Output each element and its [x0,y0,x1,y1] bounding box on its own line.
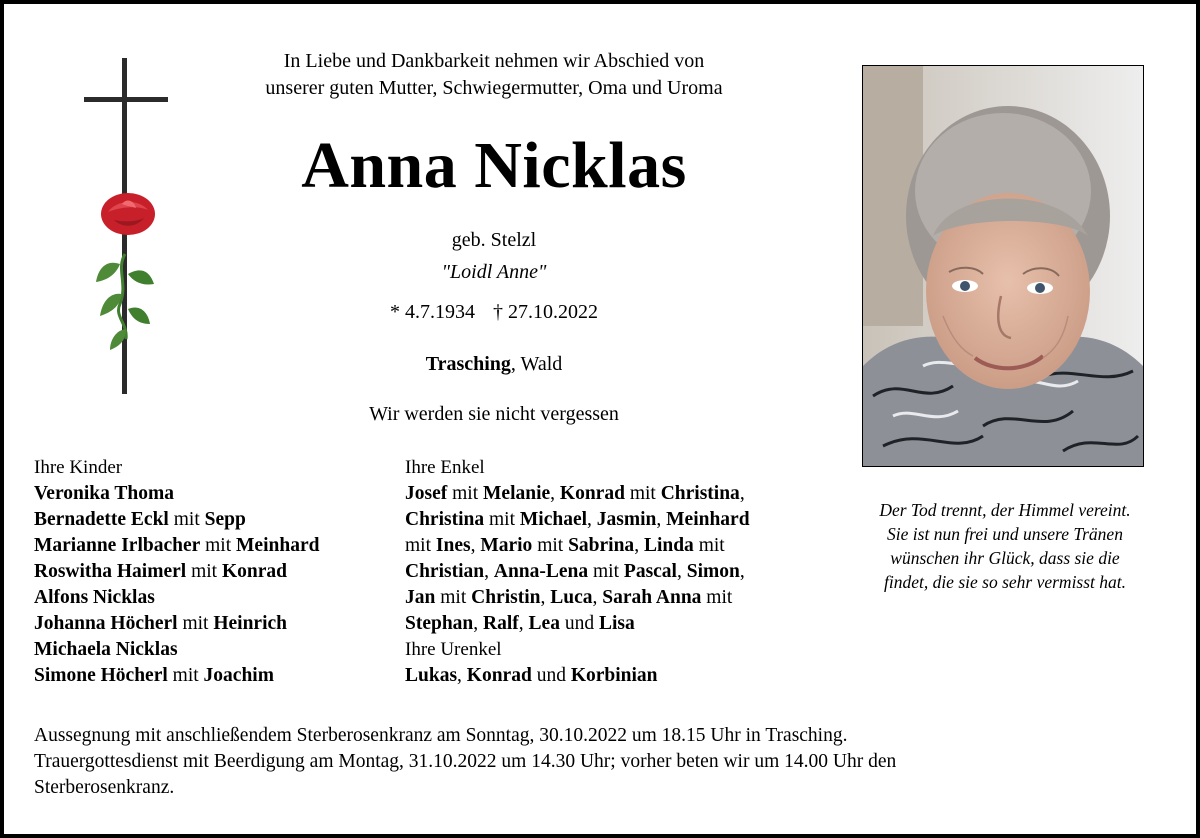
list-item [34,533,394,559]
list-item [34,481,394,507]
intro-line-1: In Liebe und Dankbarkeit nehmen wir Abschied von [283,50,705,72]
not-forget-text: Wir werden sie nicht vergessen [369,403,619,425]
person-name: Sabrina [568,535,635,556]
connector-text: , [587,509,597,530]
connector-text: mit [186,561,222,582]
connector-text: , [470,535,481,556]
connector-text: und [531,665,571,686]
person-name: Konrad [466,665,532,686]
connector-text: , [676,561,687,582]
person-name: Christina [405,509,485,530]
place-main: Trasching [425,353,511,375]
connector-text: , [592,587,603,608]
list-item [405,559,825,585]
connector-text: mit [484,509,520,530]
person-name: Mario [480,535,533,556]
list-item [405,507,825,533]
connector-text: mit [167,665,204,686]
children-list [34,481,394,689]
list-item [405,533,825,559]
quote-text [846,498,1164,594]
connector-text: mit [177,613,214,634]
person-name: Michaela Nicklas [34,639,178,660]
person-name: Linda [643,535,694,556]
person-name: Joachim [203,665,274,686]
person-name: Christian [405,561,485,582]
person-name: Heinrich [213,613,287,634]
list-item [405,585,825,611]
connector-text: mit [447,483,484,504]
connector-text: und [559,613,599,634]
person-name: Christina [660,483,740,504]
list-item [34,637,394,663]
person-name: Christin [471,587,541,608]
person-name: Lea [528,613,560,634]
person-name: Bernadette Eckl [34,509,169,530]
person-name: Veronika Thoma [34,483,174,504]
connector-text: mit [701,587,733,608]
connector-text: , [739,561,745,582]
person-name: Johanna Höcherl [34,613,178,634]
person-name: Stephan [405,613,474,634]
list-item [34,663,394,689]
person-name: Ralf [483,613,519,634]
connector-text: , [518,613,529,634]
quote-line-3: wünschen ihr Glück, dass sie die [890,548,1120,568]
grandchildren-heading: Ihre Enkel [405,457,485,478]
person-name: Marianne Irlbacher [34,535,201,556]
list-item [405,481,825,507]
person-name: Pascal [623,561,677,582]
life-dates [184,298,804,326]
person-name: Sarah Anna [602,587,702,608]
person-name: Simone Höcherl [34,665,168,686]
connector-text: mit [200,535,237,556]
connector-text: , [550,483,560,504]
quote-line-4: findet, die sie so sehr vermisst hat. [883,572,1127,592]
list-item [34,507,394,533]
footer-line-2: Trauergottesdienst mit Beerdigung am Montag, 31.10.2022 um 14.30 Uhr; vorher beten wir um 14.00 Uhr den [34,751,897,772]
great-grandchildren-list [405,663,825,689]
connector-text: mit [435,587,472,608]
list-item [34,559,394,585]
connector-text: , [540,587,551,608]
place [184,350,804,378]
person-name: Meinhard [666,509,750,530]
person-name: Josef [405,483,448,504]
person-name: Lukas [405,665,458,686]
connector-text: mit [168,509,205,530]
list-item [34,611,394,637]
connector-text: mit [588,561,624,582]
quote-line-2: Sie ist nun frei und unsere Tränen [887,524,1123,544]
quote-line-1: Der Tod trennt, der Himmel vereint. [879,500,1131,520]
connector-text: , [634,535,644,556]
list-item [34,585,394,611]
cross-with-rose-icon [76,54,176,404]
person-name: Roswitha Haimerl [34,561,187,582]
birth-date: * 4.7.1934 [390,301,475,323]
maiden-name: geb. Stelzl [451,229,537,251]
connector-text: , [656,509,667,530]
list-item [405,663,825,689]
person-name: Simon [686,561,740,582]
person-name: Lisa [598,613,635,634]
connector-text: , [457,665,467,686]
person-name: Michael [519,509,588,530]
great-grandchildren-heading: Ihre Urenkel [405,639,502,660]
connector-text: , [739,483,745,504]
person-name: Jan [405,587,436,608]
deceased-name: Anna Nicklas [301,129,687,202]
place-rest: , Wald [510,353,563,375]
person-name: Jasmin [596,509,657,530]
connector-text: mit [693,535,725,556]
children-section [34,455,394,689]
person-name: Alfons Nicklas [34,587,155,608]
person-name: Luca [550,587,593,608]
connector-text: , [484,561,494,582]
portrait-photo [862,65,1144,467]
intro-line-2: unserer guten Mutter, Schwiegermutter, Oma und Uroma [265,77,723,99]
grandchildren-list [405,481,825,637]
footer-line-3: Sterberosenkranz. [34,777,175,798]
person-name: Ines [435,535,471,556]
footer-line-1: Aussegnung mit anschließendem Sterberosenkranz am Sonntag, 30.10.2022 um 18.15 Uhr in Trasching. [34,725,848,746]
person-name: Sepp [204,509,246,530]
list-item [405,611,825,637]
connector-text: mit [532,535,569,556]
person-name: Melanie [483,483,551,504]
person-name: Konrad [559,483,625,504]
person-name: Konrad [221,561,287,582]
person-name: Meinhard [236,535,320,556]
connector-text: mit [624,483,661,504]
children-heading: Ihre Kinder [34,457,123,478]
service-details [34,723,1174,801]
nickname: "Loidl Anne" [441,261,547,283]
person-name: Anna-Lena [493,561,589,582]
death-date: † 27.10.2022 [493,301,598,323]
connector-text: , [473,613,484,634]
person-name: Korbinian [570,665,658,686]
intro-text [184,48,804,102]
grandchildren-section [405,455,825,689]
connector-text: mit [405,535,436,556]
